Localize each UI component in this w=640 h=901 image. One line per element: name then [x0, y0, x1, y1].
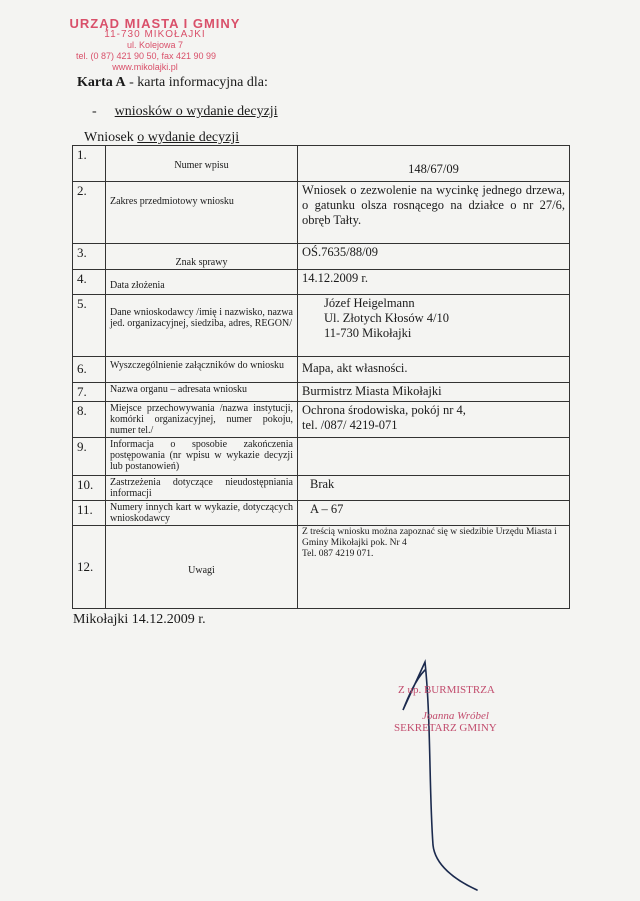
table-row — [73, 438, 570, 476]
value-line: Ul. Złotych Kłosów 4/10 — [324, 311, 449, 325]
row-number: 5. — [73, 295, 106, 357]
row-value: 14.12.2009 r. — [298, 270, 570, 295]
stamp-line-4: tel. (0 87) 421 90 50, fax 421 90 99 — [75, 51, 217, 61]
table-row — [73, 357, 570, 383]
row-value — [298, 295, 570, 357]
table-row — [73, 244, 570, 270]
title-bold: Karta A — [77, 75, 126, 90]
row-label: Nazwa organu – adresata wniosku — [106, 383, 298, 402]
office-stamp — [60, 18, 250, 73]
table-row — [73, 182, 570, 244]
row-label: Numer wpisu — [106, 146, 298, 182]
bullet-item — [92, 104, 278, 120]
row-number: 2. — [73, 182, 106, 244]
value-line: Ochrona środowiska, pokój nr 4, — [302, 403, 466, 417]
sig-stamp-line-2: Joanna Wróbel — [422, 710, 489, 722]
info-table — [72, 145, 570, 609]
row-label: Zastrzeżenia dotyczące nieudostępniania informacji — [106, 476, 298, 501]
sig-stamp-line-3: SEKRETARZ GMINY — [394, 722, 497, 734]
row-number: 10. — [73, 476, 106, 501]
row-value — [298, 438, 570, 476]
table-row — [73, 295, 570, 357]
row-number: 12. — [73, 526, 106, 609]
row-number: 9. — [73, 438, 106, 476]
subtitle-pre: Wniosek — [84, 130, 138, 145]
row-value: 148/67/09 — [298, 146, 570, 182]
table-row — [73, 402, 570, 438]
title-rest: - karta informacyjna dla: — [125, 75, 268, 90]
row-number: 3. — [73, 244, 106, 270]
row-label: Znak sprawy — [106, 244, 298, 270]
row-label: Miejsce przechowywania /nazwa instytucji, komórki organizacyjnej, numer pokoju, numer tel./ — [106, 402, 298, 438]
row-value — [298, 526, 570, 609]
table-row — [73, 476, 570, 501]
row-label: Data złożenia — [106, 270, 298, 295]
value-line: Tel. 087 4219 071. — [302, 549, 374, 559]
document-title — [77, 75, 268, 91]
row-value: Wniosek o zezwolenie na wycinkę jednego drzewa, o gatunku olsza rosnącego na działce o nr 27/6, obręb Tałty. — [298, 182, 570, 244]
table-row — [73, 501, 570, 526]
row-number: 1. — [73, 146, 106, 182]
row-number: 11. — [73, 501, 106, 526]
row-value — [298, 402, 570, 438]
table-row — [73, 270, 570, 295]
row-number: 7. — [73, 383, 106, 402]
value-line: 11-730 Mikołajki — [324, 326, 412, 340]
row-label: Informacja o sposobie zakończenia postępowania (nr wpisu w wykazie decyzji lub postanowień) — [106, 438, 298, 476]
table-row — [73, 526, 570, 609]
table-row — [73, 383, 570, 402]
row-label: Uwagi — [106, 526, 298, 609]
stamp-line-1: URZĄD MIASTA I GMINY — [69, 16, 241, 31]
row-value: A – 67 — [298, 501, 570, 526]
table-row — [73, 146, 570, 182]
value-line: Z treścią wniosku można zapoznać się w siedzibie Urzędu Miasta i Gminy Mikołajki pok. Nr 4 — [302, 527, 557, 548]
place-date: Mikołajki 14.12.2009 r. — [73, 612, 206, 627]
stamp-line-3: ul. Kolejowa 7 — [126, 40, 184, 50]
value-line: Józef Heigelmann — [324, 296, 415, 310]
subtitle-underlined: o wydanie decyzji — [137, 130, 240, 145]
row-value: Mapa, akt własności. — [298, 357, 570, 383]
row-number: 4. — [73, 270, 106, 295]
stamp-line-5: www.mikolajki.pl — [112, 62, 178, 72]
bullet-text: wniosków o wydanie decyzji — [114, 104, 278, 119]
value-line: tel. /087/ 4219-071 — [302, 418, 398, 432]
sig-stamp-line-1: Z up. BURMISTRZA — [398, 684, 495, 696]
row-label: Dane wnioskodawcy /imię i nazwisko, nazwa jed. organizacyjnej, siedziba, adres, REGON/ — [106, 295, 298, 357]
handwritten-signature — [395, 640, 485, 900]
row-value: Brak — [298, 476, 570, 501]
row-label: Wyszczególnienie załączników do wniosku — [106, 357, 298, 383]
row-label: Numery innych kart w wykazie, dotyczących wnioskodawcy — [106, 501, 298, 526]
section-subtitle — [84, 130, 239, 146]
stamp-line-2: 11-730 MIKOŁAJKI — [104, 29, 206, 40]
row-label: Zakres przedmiotowy wniosku — [106, 182, 298, 244]
row-number: 8. — [73, 402, 106, 438]
row-number: 6. — [73, 357, 106, 383]
row-value: Burmistrz Miasta Mikołajki — [298, 383, 570, 402]
row-value: OŚ.7635/88/09 — [298, 244, 570, 270]
bullet-dash: - — [92, 104, 97, 119]
